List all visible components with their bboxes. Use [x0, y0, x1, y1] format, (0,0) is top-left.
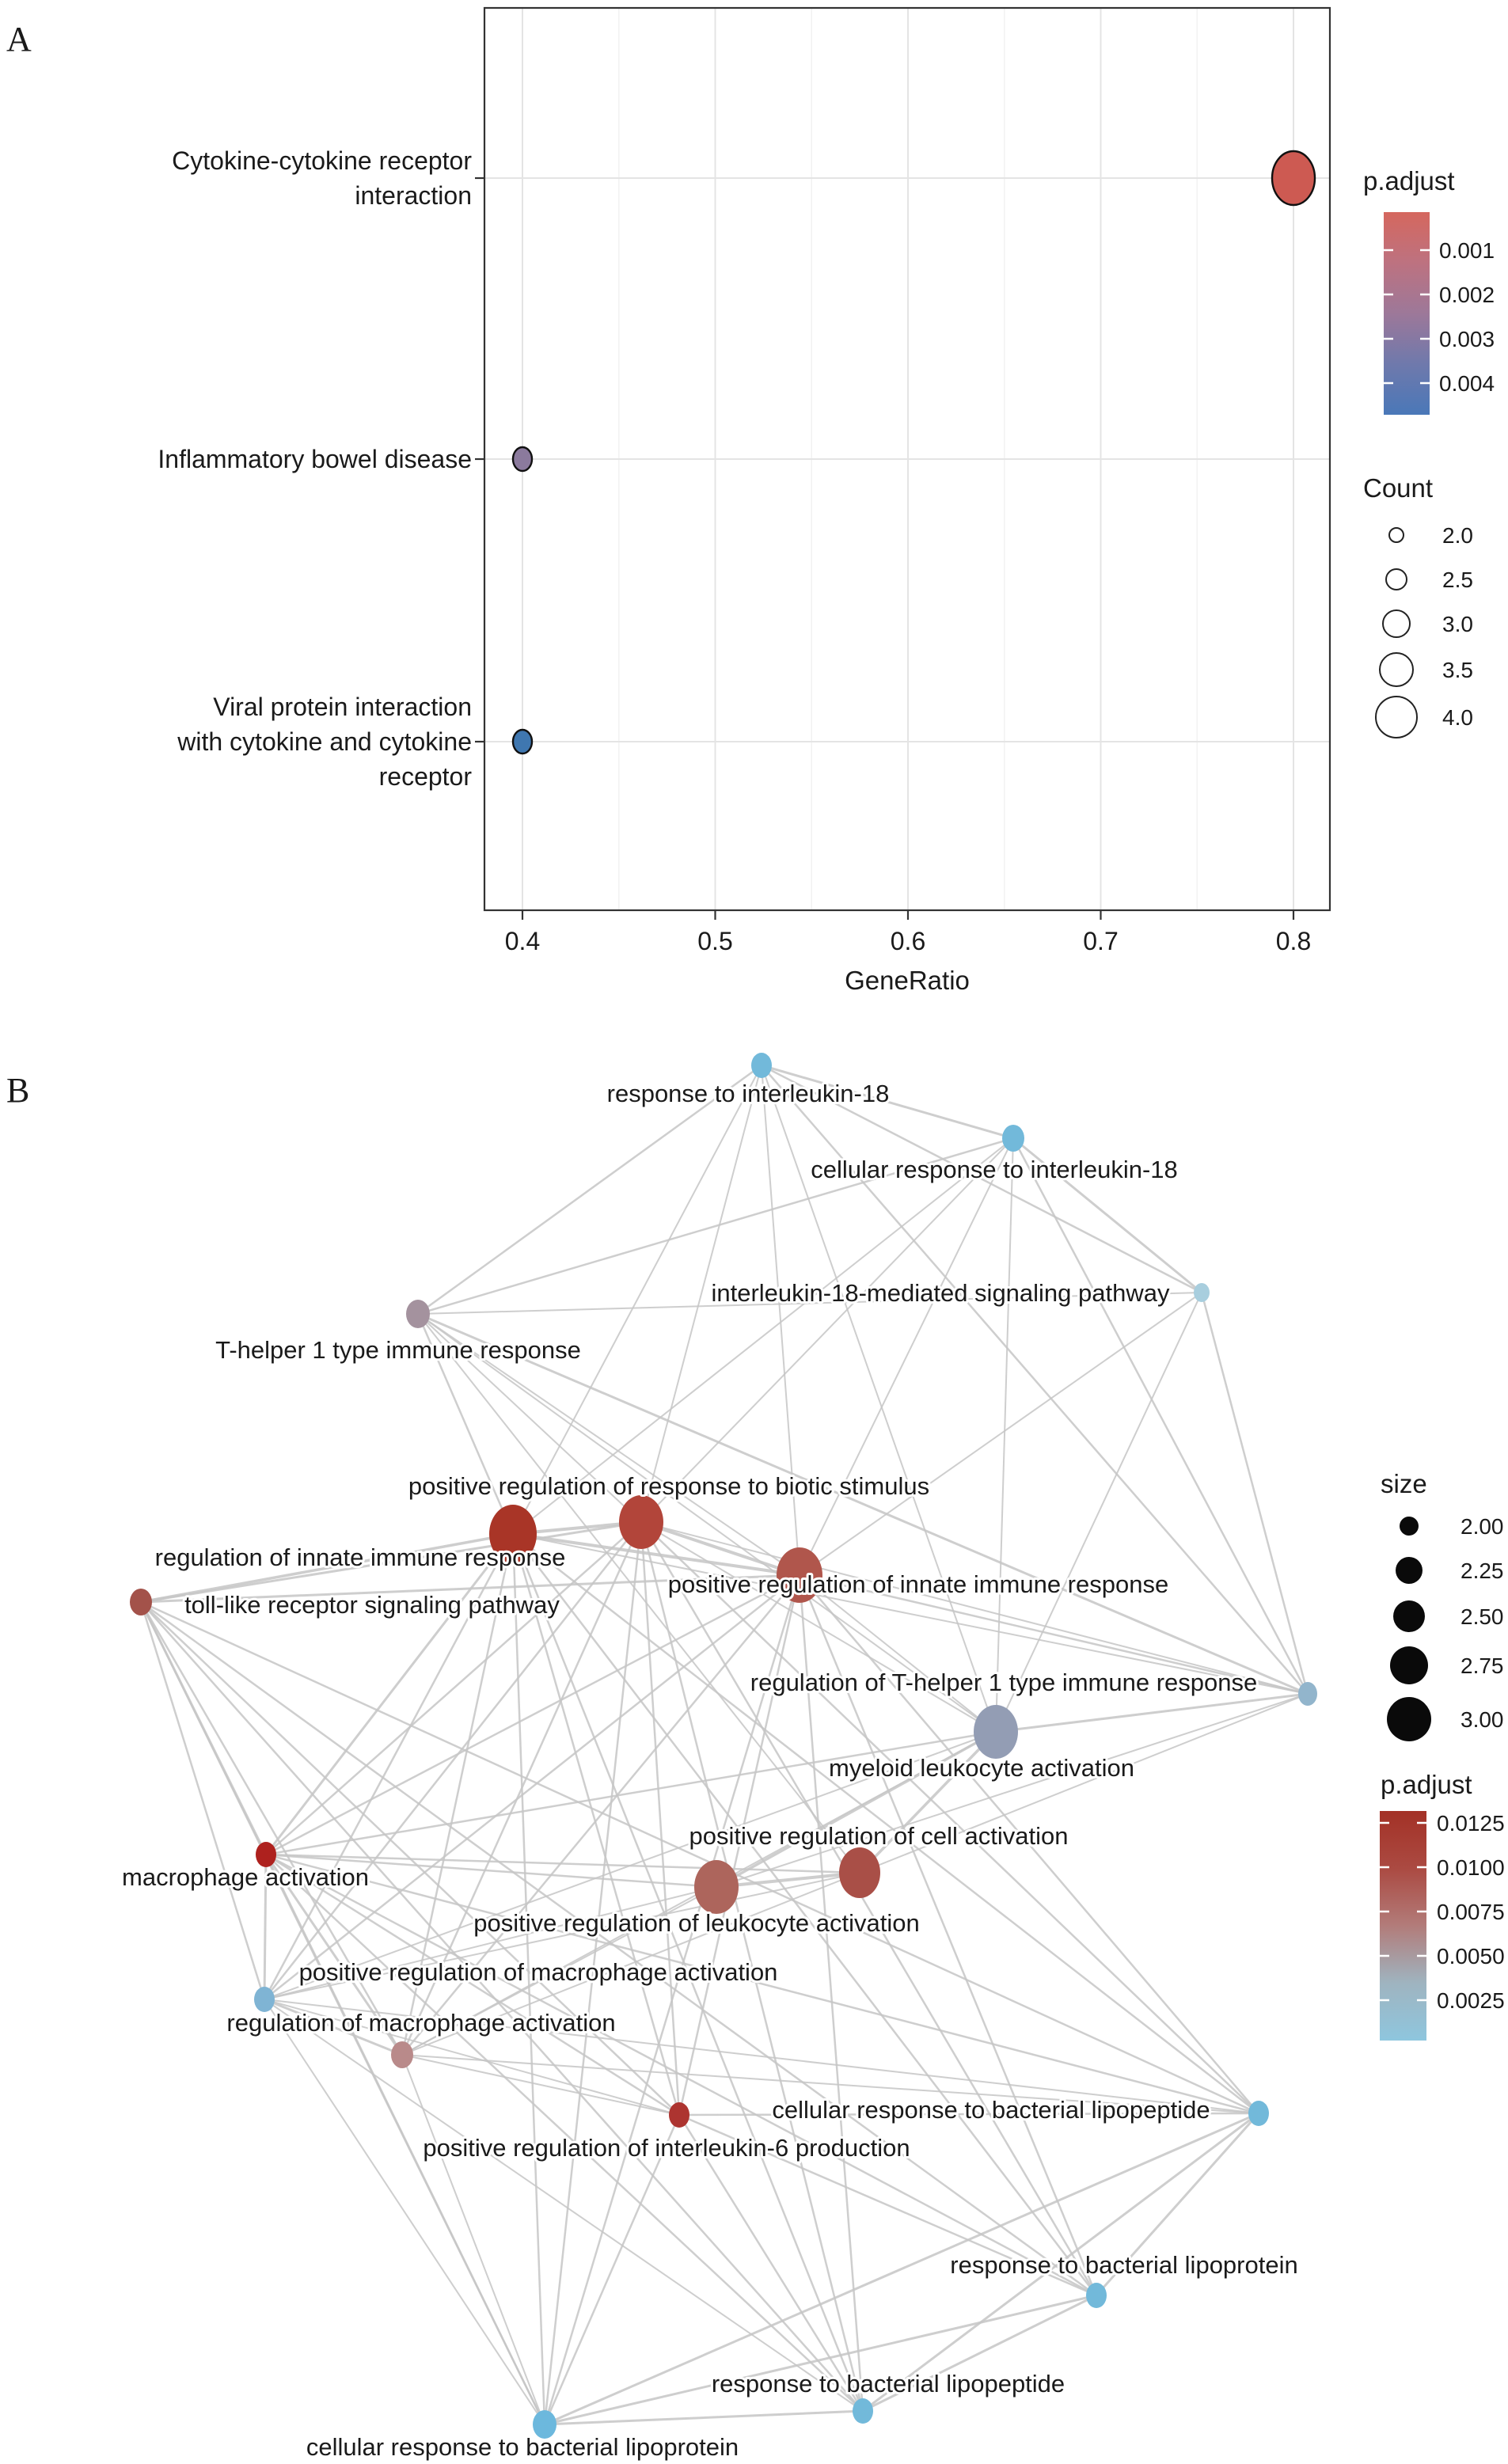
- network-node-prbs: [619, 1495, 663, 1549]
- legend-padjust-tick-label: 0.002: [1439, 283, 1495, 307]
- legend-size-circle: [1387, 1697, 1431, 1741]
- legend-padjust-tick-label: 0.004: [1439, 371, 1495, 396]
- panel-a-letter: A: [6, 20, 32, 59]
- x-axis-title: GeneRatio: [845, 966, 970, 995]
- network-edge: [266, 1855, 863, 2411]
- y-category-label: receptor: [378, 762, 472, 791]
- legend-padjust-gradient-bar: [1380, 1811, 1426, 2041]
- legend-count-label: 3.0: [1442, 612, 1473, 636]
- network-node-rbl: [1086, 2283, 1107, 2308]
- legend-count-label: 2.5: [1442, 568, 1473, 592]
- network-node-label: cellular response to interleukin-18: [811, 1156, 1178, 1183]
- network-node-label: regulation of macrophage activation: [226, 2009, 616, 2037]
- network-edge: [545, 2295, 1096, 2424]
- x-tick-label: 0.6: [890, 927, 926, 955]
- y-category-label: interaction: [355, 181, 472, 210]
- network-edge: [800, 1293, 1202, 1575]
- network-node-pri6: [669, 2102, 689, 2128]
- legend-size-circle: [1393, 1600, 1425, 1632]
- x-tick-label: 0.5: [697, 927, 733, 955]
- network-node-label: response to bacterial lipopeptide: [711, 2370, 1065, 2398]
- network-node-label: T-helper 1 type immune response: [215, 1336, 581, 1364]
- legend-size-title: size: [1381, 1469, 1427, 1498]
- legend-count-label: 4.0: [1442, 705, 1473, 730]
- legend-size-label: 2.00: [1461, 1514, 1504, 1539]
- network-node-crbl: [1248, 2101, 1269, 2126]
- network-node-crsp18: [1002, 1125, 1024, 1152]
- y-category-label: Inflammatory bowel disease: [158, 445, 472, 473]
- network-edge: [266, 1534, 513, 1855]
- network-node-label: positive regulation of response to biotic stimulus: [408, 1472, 930, 1500]
- legend-padjust-tick-label: 0.0100: [1437, 1855, 1505, 1880]
- x-tick-label: 0.8: [1275, 927, 1312, 955]
- network-node-label: positive regulation of leukocyte activation: [473, 1909, 920, 1937]
- legend-padjust-tick-label: 0.0025: [1437, 1988, 1505, 2013]
- network-node-prca: [839, 1847, 880, 1898]
- legend-padjust-title: p.adjust: [1381, 1770, 1472, 1799]
- legend-padjust-tick-label: 0.0050: [1437, 1944, 1505, 1969]
- network-node-il18p: [1194, 1283, 1210, 1302]
- legend-size-circle: [1396, 1557, 1423, 1584]
- network-node-label: response to interleukin-18: [606, 1080, 890, 1107]
- network-node-label: positive regulation of interleukin-6 production: [423, 2134, 910, 2162]
- legend-padjust-tick-label: 0.001: [1439, 238, 1495, 263]
- network-node-prla: [694, 1860, 739, 1914]
- network-node-label: myeloid leukocyte activation: [829, 1754, 1134, 1782]
- legend-padjust-tick-label: 0.0075: [1437, 1900, 1505, 1924]
- network-node-label: cellular response to bacterial lipoprotein: [306, 2433, 739, 2461]
- network-node-label: macrophage activation: [122, 1863, 369, 1891]
- legend-size-label: 3.00: [1461, 1707, 1504, 1732]
- network-node-label: toll-like receptor signaling pathway: [184, 1591, 560, 1619]
- y-category-label: Viral protein interaction: [213, 693, 472, 721]
- network-node-rth1: [1298, 1682, 1317, 1706]
- network-node-label: regulation of innate immune response: [154, 1543, 566, 1571]
- network-node-label: regulation of T-helper 1 type immune response: [750, 1669, 1258, 1696]
- network-node-label: response to bacterial lipoprotein: [950, 2251, 1298, 2279]
- legend-size-circle: [1390, 1646, 1428, 1684]
- network-edge: [1013, 1138, 1308, 1694]
- network-node-label: positive regulation of macrophage activation: [298, 1958, 778, 1986]
- legend-padjust-tick-label: 0.0125: [1437, 1811, 1505, 1836]
- x-tick-label: 0.4: [504, 927, 541, 955]
- legend-size-label: 2.25: [1461, 1559, 1504, 1583]
- network-edge: [641, 1522, 800, 1575]
- network-node-label: cellular response to bacterial lipopeptide: [772, 2096, 1210, 2124]
- network-node-th1: [406, 1300, 430, 1328]
- legend-count-label: 3.5: [1442, 658, 1473, 682]
- network-node-label: interleukin-18-mediated signaling pathway: [711, 1279, 1170, 1307]
- legend-padjust-title: p.adjust: [1363, 166, 1455, 196]
- legend-count-title: Count: [1363, 473, 1434, 503]
- legend-count-label: 2.0: [1442, 523, 1473, 548]
- legend-size-circle: [1400, 1517, 1419, 1536]
- y-category-label: with cytokine and cytokine: [177, 727, 472, 756]
- network-node-label: positive regulation of cell activation: [689, 1822, 1069, 1850]
- network-node-label: positive regulation of innate immune response: [667, 1570, 1169, 1598]
- legend-size-label: 2.75: [1461, 1653, 1504, 1678]
- network-node-rsp18: [751, 1053, 772, 1078]
- panel-b-letter: B: [6, 1071, 30, 1110]
- network-edge: [800, 1138, 1013, 1575]
- legend-size-label: 2.50: [1461, 1604, 1504, 1629]
- y-category-label: Cytokine-cytokine receptor: [172, 146, 472, 175]
- x-tick-label: 0.7: [1083, 927, 1119, 955]
- network-edge: [641, 1522, 996, 1732]
- network-node-mla: [974, 1705, 1018, 1759]
- network-node-rblp: [853, 2398, 873, 2424]
- legend-padjust-tick-label: 0.003: [1439, 327, 1495, 351]
- network-node-tlr: [130, 1589, 152, 1615]
- network-edge: [641, 1522, 679, 2115]
- network-node-rma: [391, 2041, 413, 2068]
